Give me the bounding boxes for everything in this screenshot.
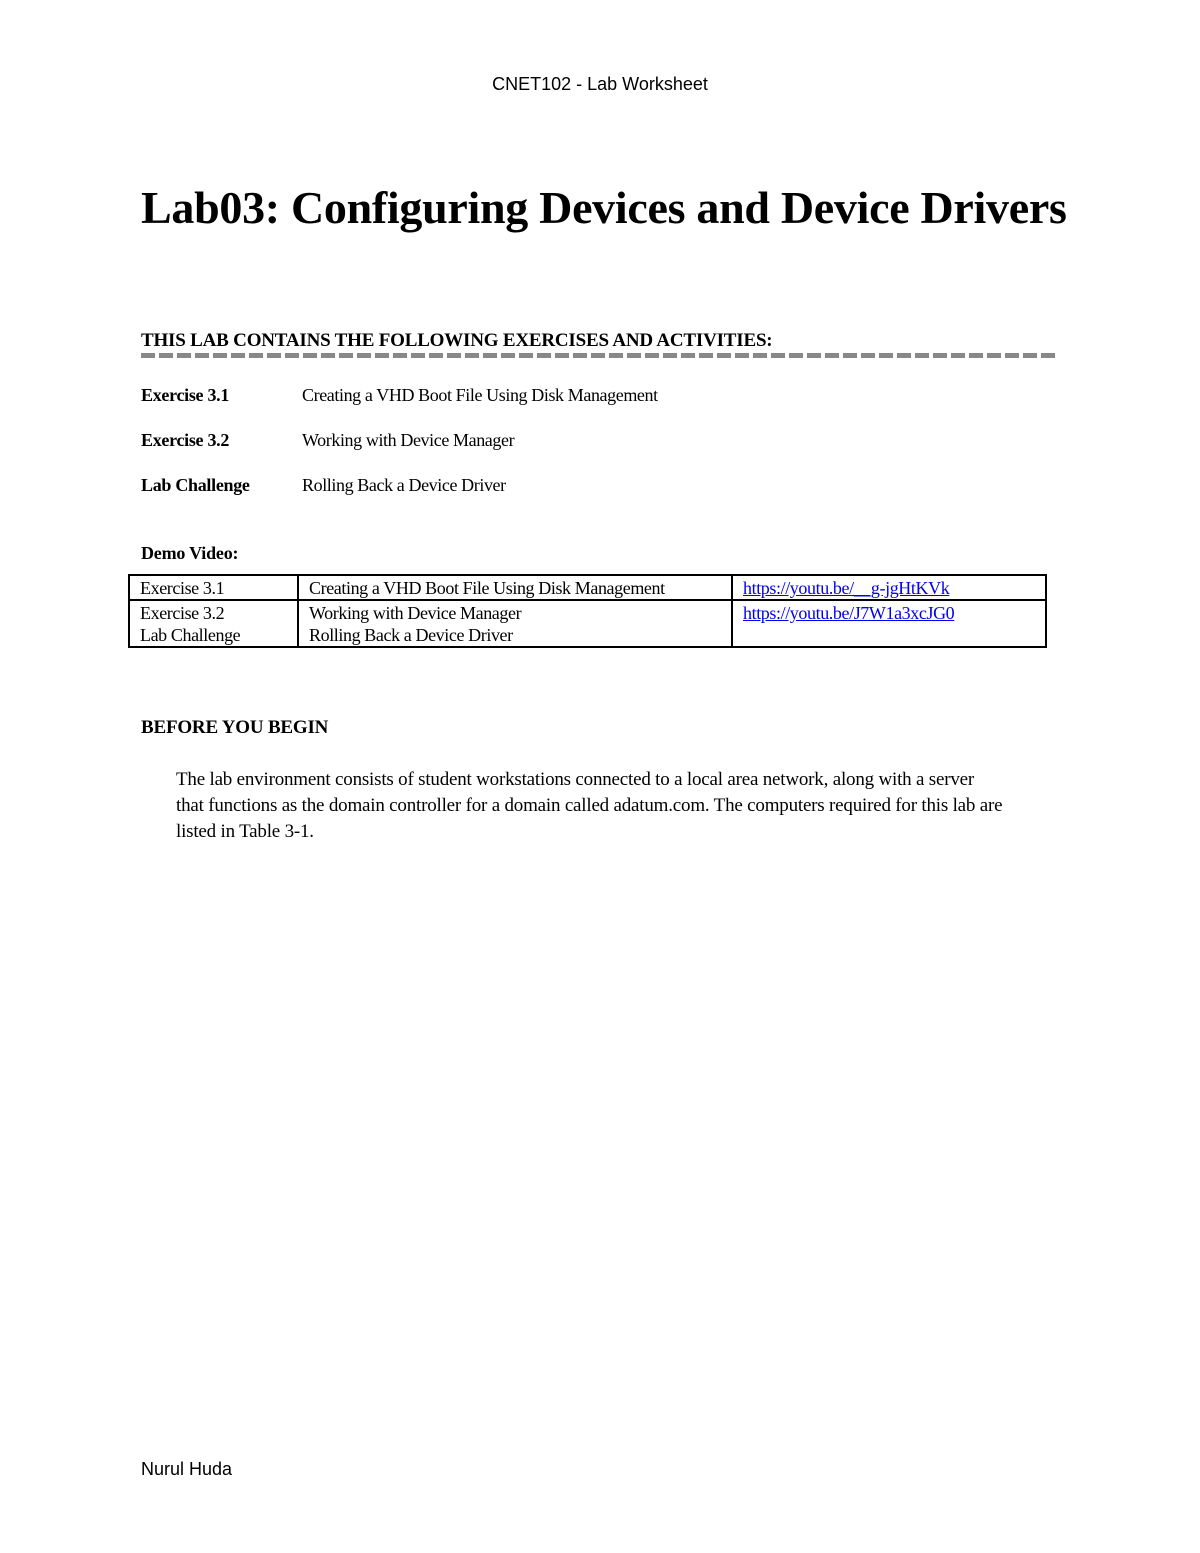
cell-line: Creating a VHD Boot File Using Disk Management <box>309 578 665 598</box>
table-row <box>129 600 1046 647</box>
table-cell-link <box>732 600 1046 647</box>
before-you-begin-heading: BEFORE YOU BEGIN <box>141 717 329 738</box>
exercise-description: Working with Device Manager <box>302 430 515 450</box>
table-cell-exercise <box>129 600 298 647</box>
page-footer-author: Nurul Huda <box>141 1459 233 1479</box>
demo-video-label: Demo Video: <box>141 543 239 563</box>
exercise-label: Lab Challenge <box>141 475 250 495</box>
video-link[interactable]: https://youtu.be/J7W1a3xcJG0 <box>743 603 955 623</box>
exercise-item <box>141 382 1041 427</box>
demo-video-table <box>128 574 1047 648</box>
exercise-label: Exercise 3.2 <box>141 430 230 450</box>
table-cell-description <box>298 600 732 647</box>
exercise-label: Exercise 3.1 <box>141 385 230 405</box>
table-cell-description <box>298 575 732 600</box>
exercise-item <box>141 427 1041 472</box>
cell-line: Rolling Back a Device Driver <box>309 625 513 645</box>
table-row <box>129 575 1046 600</box>
page-header: CNET102 - Lab Worksheet <box>492 74 708 94</box>
cell-line: Working with Device Manager <box>309 603 522 623</box>
table-cell-exercise <box>129 575 298 600</box>
cell-line: Exercise 3.2 <box>140 603 225 623</box>
exercise-description: Creating a VHD Boot File Using Disk Management <box>302 385 658 405</box>
exercise-item <box>141 472 1041 517</box>
exercise-list <box>141 382 1041 517</box>
table-cell-link <box>732 575 1046 600</box>
cell-line: Lab Challenge <box>140 625 241 645</box>
cell-line: Exercise 3.1 <box>140 578 225 598</box>
page-title: Lab03: Configuring Devices and Device Drivers <box>141 182 1067 233</box>
heading-divider <box>141 353 1059 358</box>
video-link[interactable]: https://youtu.be/__g-jgHtKVk <box>743 578 950 598</box>
exercises-section-heading: THIS LAB CONTAINS THE FOLLOWING EXERCISES AND ACTIVITIES: <box>141 330 773 351</box>
exercise-description: Rolling Back a Device Driver <box>302 475 506 495</box>
before-you-begin-body: The lab environment consists of student workstations connected to a local area network, along with a server that functions as the domain controller for a domain called adatum.com. The computers required for this lab are listed in Table 3-1. <box>176 769 1003 842</box>
